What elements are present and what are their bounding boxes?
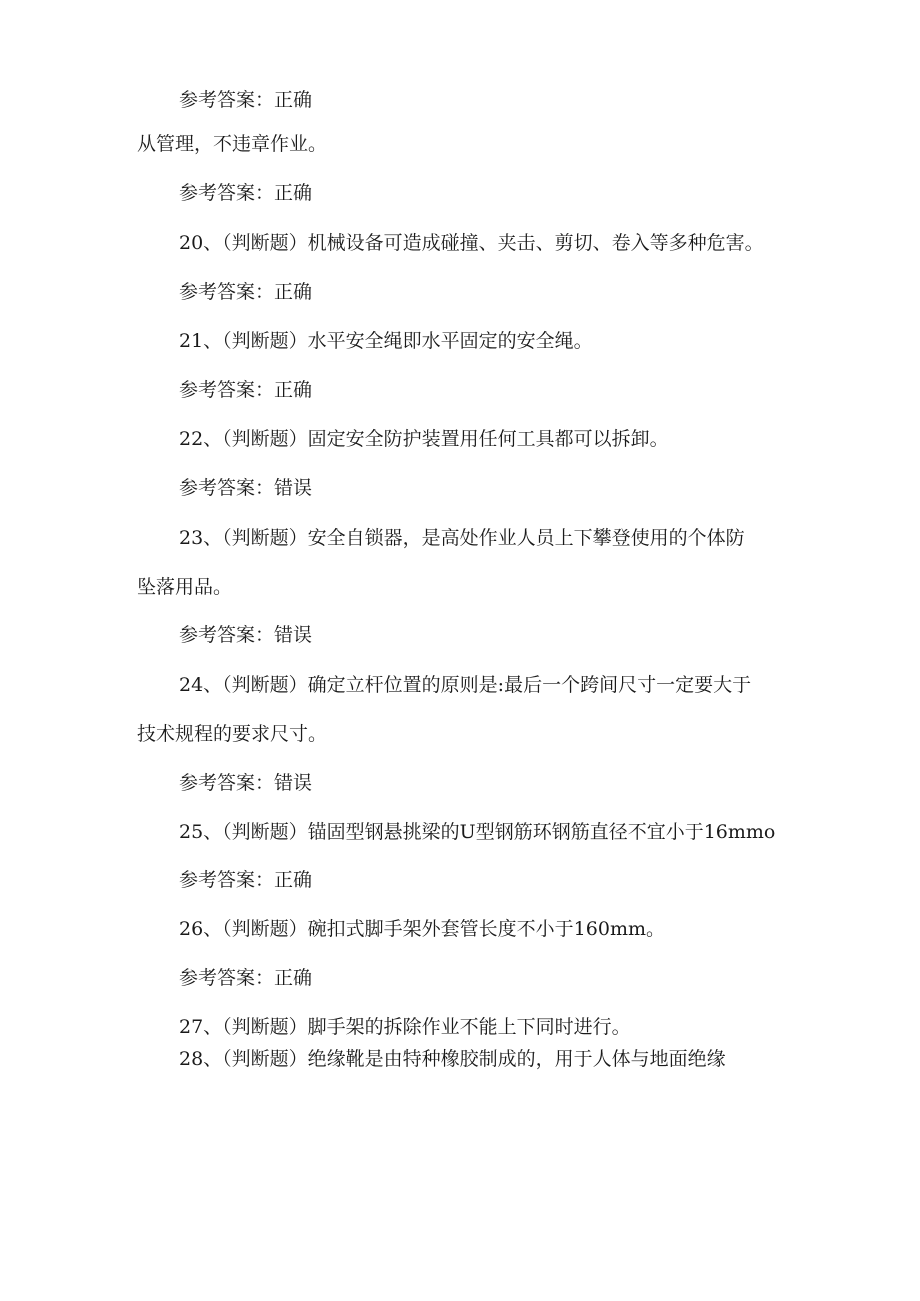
answer-line: 参考答案：正确 [179,182,313,204]
question-line: 26、（判断题）碗扣式脚手架外套管长度不小于160mm。 [179,918,665,940]
question-line: 25、（判断题）锚固型钢悬挑梁的U型钢筋环钢筋直径不宜小于16mmo [179,821,776,843]
question-line: 24、（判断题）确定立杆位置的原则是:最后一个跨间尺寸一定要大于 [179,674,752,696]
question-line: 23、（判断题）安全自锁器，是高处作业人员上下攀登使用的个体防 [179,527,745,549]
answer-line: 参考答案：正确 [179,89,313,111]
answer-line: 参考答案：正确 [179,967,313,989]
answer-line: 参考答案：错误 [179,772,313,794]
answer-line: 参考答案：错误 [179,624,313,646]
question-line: 20、（判断题）机械设备可造成碰撞、夹击、剪切、卷入等多种危害。 [179,232,764,254]
question-line: 28、（判断题）绝缘靴是由特种橡胶制成的，用于人体与地面绝缘 [179,1048,726,1070]
continuation-line: 技术规程的要求尺寸。 [137,723,328,745]
question-line: 27、（判断题）脚手架的拆除作业不能上下同时进行。 [179,1016,631,1038]
continuation-line: 坠落用品。 [137,576,233,598]
answer-line: 参考答案：正确 [179,869,313,891]
question-line: 22、（判断题）固定安全防护装置用任何工具都可以拆卸。 [179,428,669,450]
answer-line: 参考答案：正确 [179,281,313,303]
question-line: 21、（判断题）水平安全绳即水平固定的安全绳。 [179,330,593,352]
continuation-line: 从管理，不违章作业。 [137,133,328,155]
answer-line: 参考答案：错误 [179,477,313,499]
answer-line: 参考答案：正确 [179,379,313,401]
